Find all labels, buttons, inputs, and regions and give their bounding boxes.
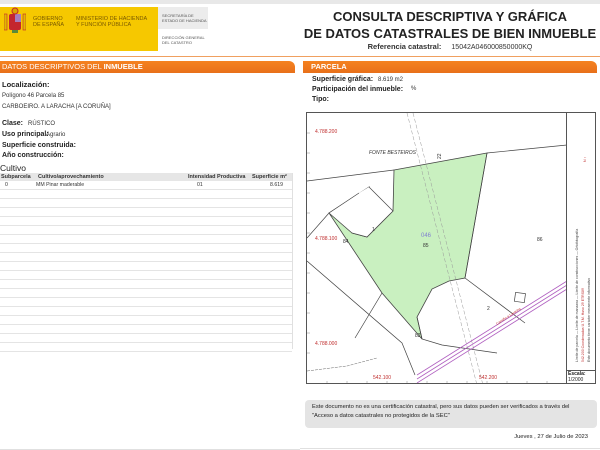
section-title-part: INMUEBLE xyxy=(103,62,143,71)
coord-e-200: 542.200 xyxy=(479,375,498,381)
table-row-empty xyxy=(0,244,292,253)
cell-superficie: 8.619 xyxy=(270,182,283,188)
table-row-empty xyxy=(0,226,292,235)
participacion-value: % xyxy=(411,86,417,92)
gov-name: GOBIERNO DE ESPAÑA xyxy=(33,16,65,28)
uso-value: Agrario xyxy=(46,132,66,138)
cultivo-title: Cultivo xyxy=(0,163,26,173)
coord-e-100: 542.100 xyxy=(373,375,392,381)
localizacion-line2: CARBOEIRO. A LARACHA [A CORUÑA] xyxy=(2,104,111,110)
title-line-1: CONSULTA DESCRIPTIVA Y GRÁFICA xyxy=(332,9,567,24)
participacion-label: Participación del inmueble: xyxy=(312,86,404,93)
referencia-catastral xyxy=(300,42,600,51)
legend-coords: 542.200 Coordenadas U.T.M. Huso 29 ETRS89 xyxy=(581,288,585,362)
table-row-empty xyxy=(0,208,292,217)
table-row-empty xyxy=(0,235,292,244)
coord-n-200: 4.788.200 xyxy=(315,129,338,135)
localizacion-line1: Polígono 46 Parcela 85 xyxy=(2,93,65,99)
header-divider xyxy=(0,56,600,57)
cell-intensidad: 01 xyxy=(197,182,203,188)
table-row xyxy=(0,181,292,190)
parcel-2: 2 xyxy=(487,306,490,312)
table-row-empty xyxy=(0,280,292,289)
sup-grafica-label: Superficie gráfica: xyxy=(312,76,374,83)
localizacion-label: Localización: xyxy=(2,80,50,89)
table-row-empty xyxy=(0,307,292,316)
map-drawing xyxy=(307,113,596,384)
col-subparcela: Subparcela xyxy=(1,174,31,180)
sup-grafica-value: 8.619 m2 xyxy=(378,77,404,83)
table-row-empty xyxy=(0,334,292,343)
direccion-text: DIRECCIÓN GENERAL DEL CATASTRO xyxy=(162,35,205,45)
uso-label: Uso principal: xyxy=(2,131,49,138)
table-row-empty xyxy=(0,253,292,262)
ref-value: 15042A046000850000KQ xyxy=(451,44,533,51)
ministry-name: MINISTERIO DE HACIENDA Y FUNCIÓN PÚBLICA xyxy=(76,16,147,28)
coord-n-100: 4.788.100 xyxy=(315,236,338,242)
parcel-82: 82 xyxy=(415,333,421,339)
col-cultivo: Cultivo/aprovechamiento xyxy=(38,174,104,180)
legend-lines: Límite de parcela — Límite de manzana — Límite de construcciones — Ortofotografía xyxy=(575,228,579,362)
table-row-empty xyxy=(0,190,292,199)
table-row-empty xyxy=(0,298,292,307)
parcel-22: 22 xyxy=(437,153,443,159)
map-legend xyxy=(566,112,596,370)
cell-cultivo: MM Pinar maderable xyxy=(36,182,85,188)
col-superficie: Superficie m² xyxy=(252,174,287,180)
map-scale xyxy=(566,370,596,384)
road-label: Camiño a Laracha xyxy=(495,306,522,326)
table-row-empty xyxy=(0,316,292,325)
cultivo-table xyxy=(0,173,292,352)
table-row-empty xyxy=(0,343,292,352)
table-row-empty xyxy=(0,325,292,334)
secretaria-text: SECRETARÍA DE ESTADO DE HACIENDA xyxy=(162,13,207,23)
polygon-number: 046 xyxy=(421,233,432,239)
title-line-2: DE DATOS CATASTRALES DE BIEN INMUEBLE xyxy=(303,26,597,41)
legend-disclaimer: Este documento tiene carácter meramente informativo xyxy=(587,277,591,362)
top-bar xyxy=(0,0,600,4)
tipo-label: Tipo: xyxy=(312,96,329,103)
parcel-85: 85 xyxy=(423,243,429,249)
col-intensidad: Intensidad Productiva xyxy=(188,174,246,180)
table-row-empty xyxy=(0,262,292,271)
section-title-part: DATOS DESCRIPTIVOS DEL xyxy=(2,62,104,71)
verification-notice: Este documento no es una certificación catastral, pero sus datos pueden ser verificados a través del "Acceso a datos catastrales no protegidos de la SEC" xyxy=(305,400,597,428)
clase-label: Clase: xyxy=(2,120,24,127)
section-header-datos xyxy=(0,61,295,73)
cadastral-map[interactable] xyxy=(306,112,596,384)
clase-value: RÚSTICO xyxy=(28,121,55,127)
coord-n-000: 4.788.000 xyxy=(315,341,338,347)
table-row-empty xyxy=(0,271,292,280)
ref-label: Referencia catastral: xyxy=(367,42,442,51)
parcel-1: 1 xyxy=(372,227,375,233)
page-title xyxy=(300,8,600,42)
parcel-84: 84 xyxy=(343,239,349,245)
parcel-86: 86 xyxy=(537,237,543,243)
cell-subparcela: 0 xyxy=(5,182,8,188)
scale-value: 1/2000 xyxy=(568,377,584,383)
coat-of-arms-icon xyxy=(4,6,26,38)
place-name: FONTE BESTEIROS xyxy=(369,150,416,156)
anio-construccion-label: Año construcción: xyxy=(2,152,64,159)
scale-label: Escala: xyxy=(568,371,586,377)
section-header-parcela: PARCELA xyxy=(303,61,597,73)
table-header xyxy=(0,173,292,181)
table-row-empty xyxy=(0,217,292,226)
footer-divider xyxy=(300,448,600,449)
north-arrow-text: N ↑ xyxy=(583,156,587,162)
superficie-construida-label: Superficie construida: xyxy=(2,142,76,149)
document-date: Jueves , 27 de Julio de 2023 xyxy=(514,434,588,440)
table-border xyxy=(292,173,293,349)
table-row-empty xyxy=(0,289,292,298)
table-row-empty xyxy=(0,199,292,208)
